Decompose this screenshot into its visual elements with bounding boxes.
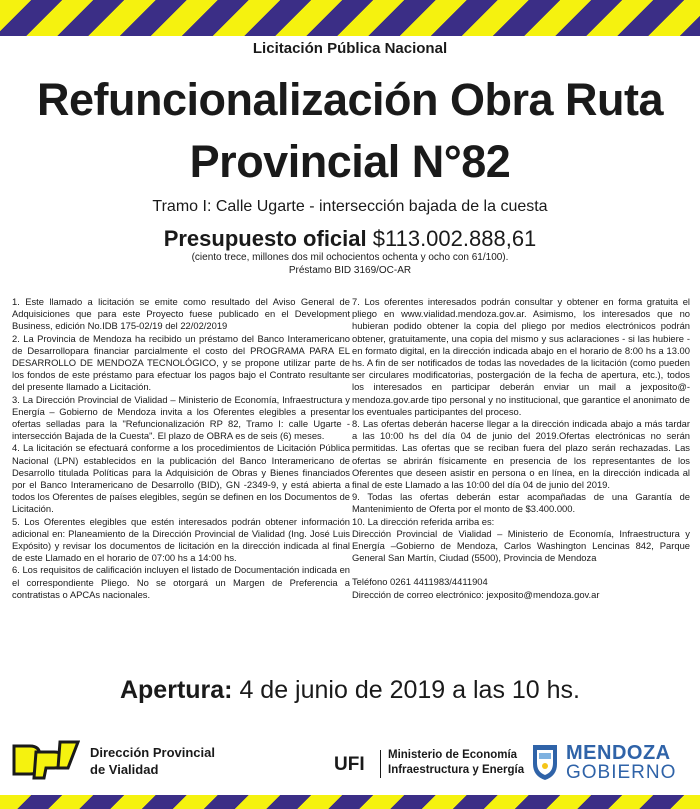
paragraph: 9. Todas las ofertas deberán estar acompañadas de una Garantía de Mantenimiento de Oferta por el monto de $3.400.000. — [352, 491, 690, 515]
budget-label: Presupuesto oficial — [163, 226, 367, 251]
ministerio-line-2: Infraestructura y Energía — [388, 764, 525, 776]
paragraph: 2. La Provincia de Mendoza ha recibido un préstamo del Banco Interamericano de Desarrollopara financiar parcialmente el costo del PROGRAMA PARA EL DESARROLLO DE MENDOZA TECNOLÓGICO, y se propone utilizar parte de los fondos de este préstamo para efectuar los pagos bajo el Contrato resultante del presente llamado a Licitación. — [12, 332, 350, 393]
mendoza-line-2: GOBIERNO — [566, 762, 677, 783]
mendoza-shield-icon — [530, 742, 560, 782]
apertura-label: Apertura: — [119, 676, 233, 704]
apertura-line — [0, 676, 700, 705]
top-hazard-stripe — [0, 0, 700, 36]
paragraph: 8. Las ofertas deberán hacerse llegar a la dirección indicada abajo a más tardar a las 10:00 hs del día 04 de junio del 2019.Ofertas electrónicas no serán permitidas. Las ofertas que se reciban fuera del plazo serán rechazadas. Las ofertas se abrirán físicamente en presencia de los representantes de los Oferentes que deseen asistir en persona o en línea, en la dirección indicada al final de este Llamado a las 10:00 del día 04 de junio del 2019. — [352, 418, 690, 491]
left-column — [12, 296, 350, 601]
bottom-hazard-stripe — [0, 795, 700, 809]
dpv-name-line-2: de Vialidad — [90, 762, 159, 777]
ministerio-name — [388, 748, 524, 778]
title-line-2: Provincial N°82 — [189, 136, 511, 187]
budget-words: (ciento trece, millones dos mil ochocientos ochenta y ocho con 61/100). — [191, 252, 509, 263]
paragraph: 4. La licitación se efectuará conforme a los procedimientos de Licitación Pública Nacional (LPN) establecidos en la publicación del Banco Interamericano de Desarrollo titulada Políticas para la Adquisición de Obras y Bienes financiados por el Banco Interamericano de Desarrollo (BID), GN -2349-9, y está abierta a todos los Oferentes de países elegibles, según se definen en los Documentos de Licitación. — [12, 442, 350, 515]
dpv-name — [90, 744, 215, 778]
notice-title — [0, 76, 700, 186]
paragraph: 5. Los Oferentes elegibles que estén interesados podrán obtener información adicional en: Planeamiento de la Dirección Provincial de Vialidad (Ing. José Luis Expósito) y revisar los documentos de licitación en la dirección indicada al final de este Llamado en el horario de 07:00 hs a 14:00 hs. — [12, 515, 350, 564]
contact-phone: Teléfono 0261 4411983/4411904 — [352, 576, 488, 588]
dpv-name-line-1: Dirección Provincial — [90, 745, 215, 760]
footer-logos — [0, 728, 700, 794]
dpv-logo-icon — [10, 738, 80, 780]
paragraph: 7. Los oferentes interesados podrán consultar y obtener en forma gratuita el pliego en www.vialidad.mendoza.gov.ar. Asimismo, los interesados que no hubieran podido obtener la copia del pliego por medios electrónicos podrán obtener, gratuitamente, una copia del mismo y sus aclaraciones - si las hubiere - en formato digital, en la dirección indicada abajo en el horario de 8:00 hs a 13.00 hs. A fin de ser notificados de todas las novedades de la licitación (como pueden ser circulares modificatorias, postergación de la fecha de apertura, etc.), todos los interesados en participar deberán enviar un mail a jexposito@-mendoza.gov.arde tipo personal y no institucional, que garantice el anonimato de los eventuales participantes del proceso. — [352, 296, 690, 417]
ufi-logo: UFI — [334, 754, 365, 775]
mendoza-gobierno-logo — [566, 743, 676, 783]
mendoza-line-1: MENDOZA — [566, 742, 671, 764]
ministerio-line-1: Ministerio de Economía — [388, 749, 518, 761]
notice-kicker: Licitación Pública Nacional — [252, 40, 448, 57]
paragraph: 1. Este llamado a licitación se emite como resultado del Aviso General de Adquisiciones que para este Proyecto fuese publicado en el Development Business, edición No.IDB 175-02/19 del 22/02/2019 — [12, 296, 350, 332]
footer-divider — [380, 750, 381, 778]
budget-line — [0, 226, 700, 252]
paragraph: 3. La Dirección Provincial de Vialidad – Ministerio de Economía, Infraestructura y Energía – Gobierno de Mendoza invita a los Oferentes elegibles a presentar ofertas selladas para la "Refuncionalización RP 82, Tramo I: calle Ugarte -intersección Bajada de la Cuesta". El plazo de OBRA es de seis (6) meses. — [12, 393, 350, 442]
paragraph: 6. Los requisitos de calificación incluyen el listado de Documentación indicada en el correspondiente Pliego. No se otorgará un Margen de Preferencia a contratistas o APCAs nacionales. — [12, 564, 350, 600]
loan-reference: Préstamo BID 3169/OC-AR — [288, 265, 412, 276]
right-column — [352, 296, 690, 601]
paragraph: Dirección Provincial de Vialidad – Ministerio de Economía, Infraestructura y Energía –Gobierno de Mendoza, Carlos Washington Lencinas 842, Parque General San Martín, Ciudad (5500), Provincia de Mendoza — [352, 527, 690, 564]
paragraph: 10. La dirección referida arriba es: — [352, 515, 495, 527]
section-subtitle: Tramo I: Calle Ugarte - intersección bajada de la cuesta — [152, 198, 548, 215]
budget-amount: $113.002.888,61 — [372, 226, 537, 251]
apertura-date: 4 de junio de 2019 a las 10 hs. — [239, 676, 580, 704]
title-line-1: Refuncionalización Obra Ruta — [36, 74, 664, 125]
notice-content — [0, 36, 700, 795]
contact-email: Dirección de correo electrónico: jexposito@mendoza.gov.ar — [352, 588, 600, 600]
